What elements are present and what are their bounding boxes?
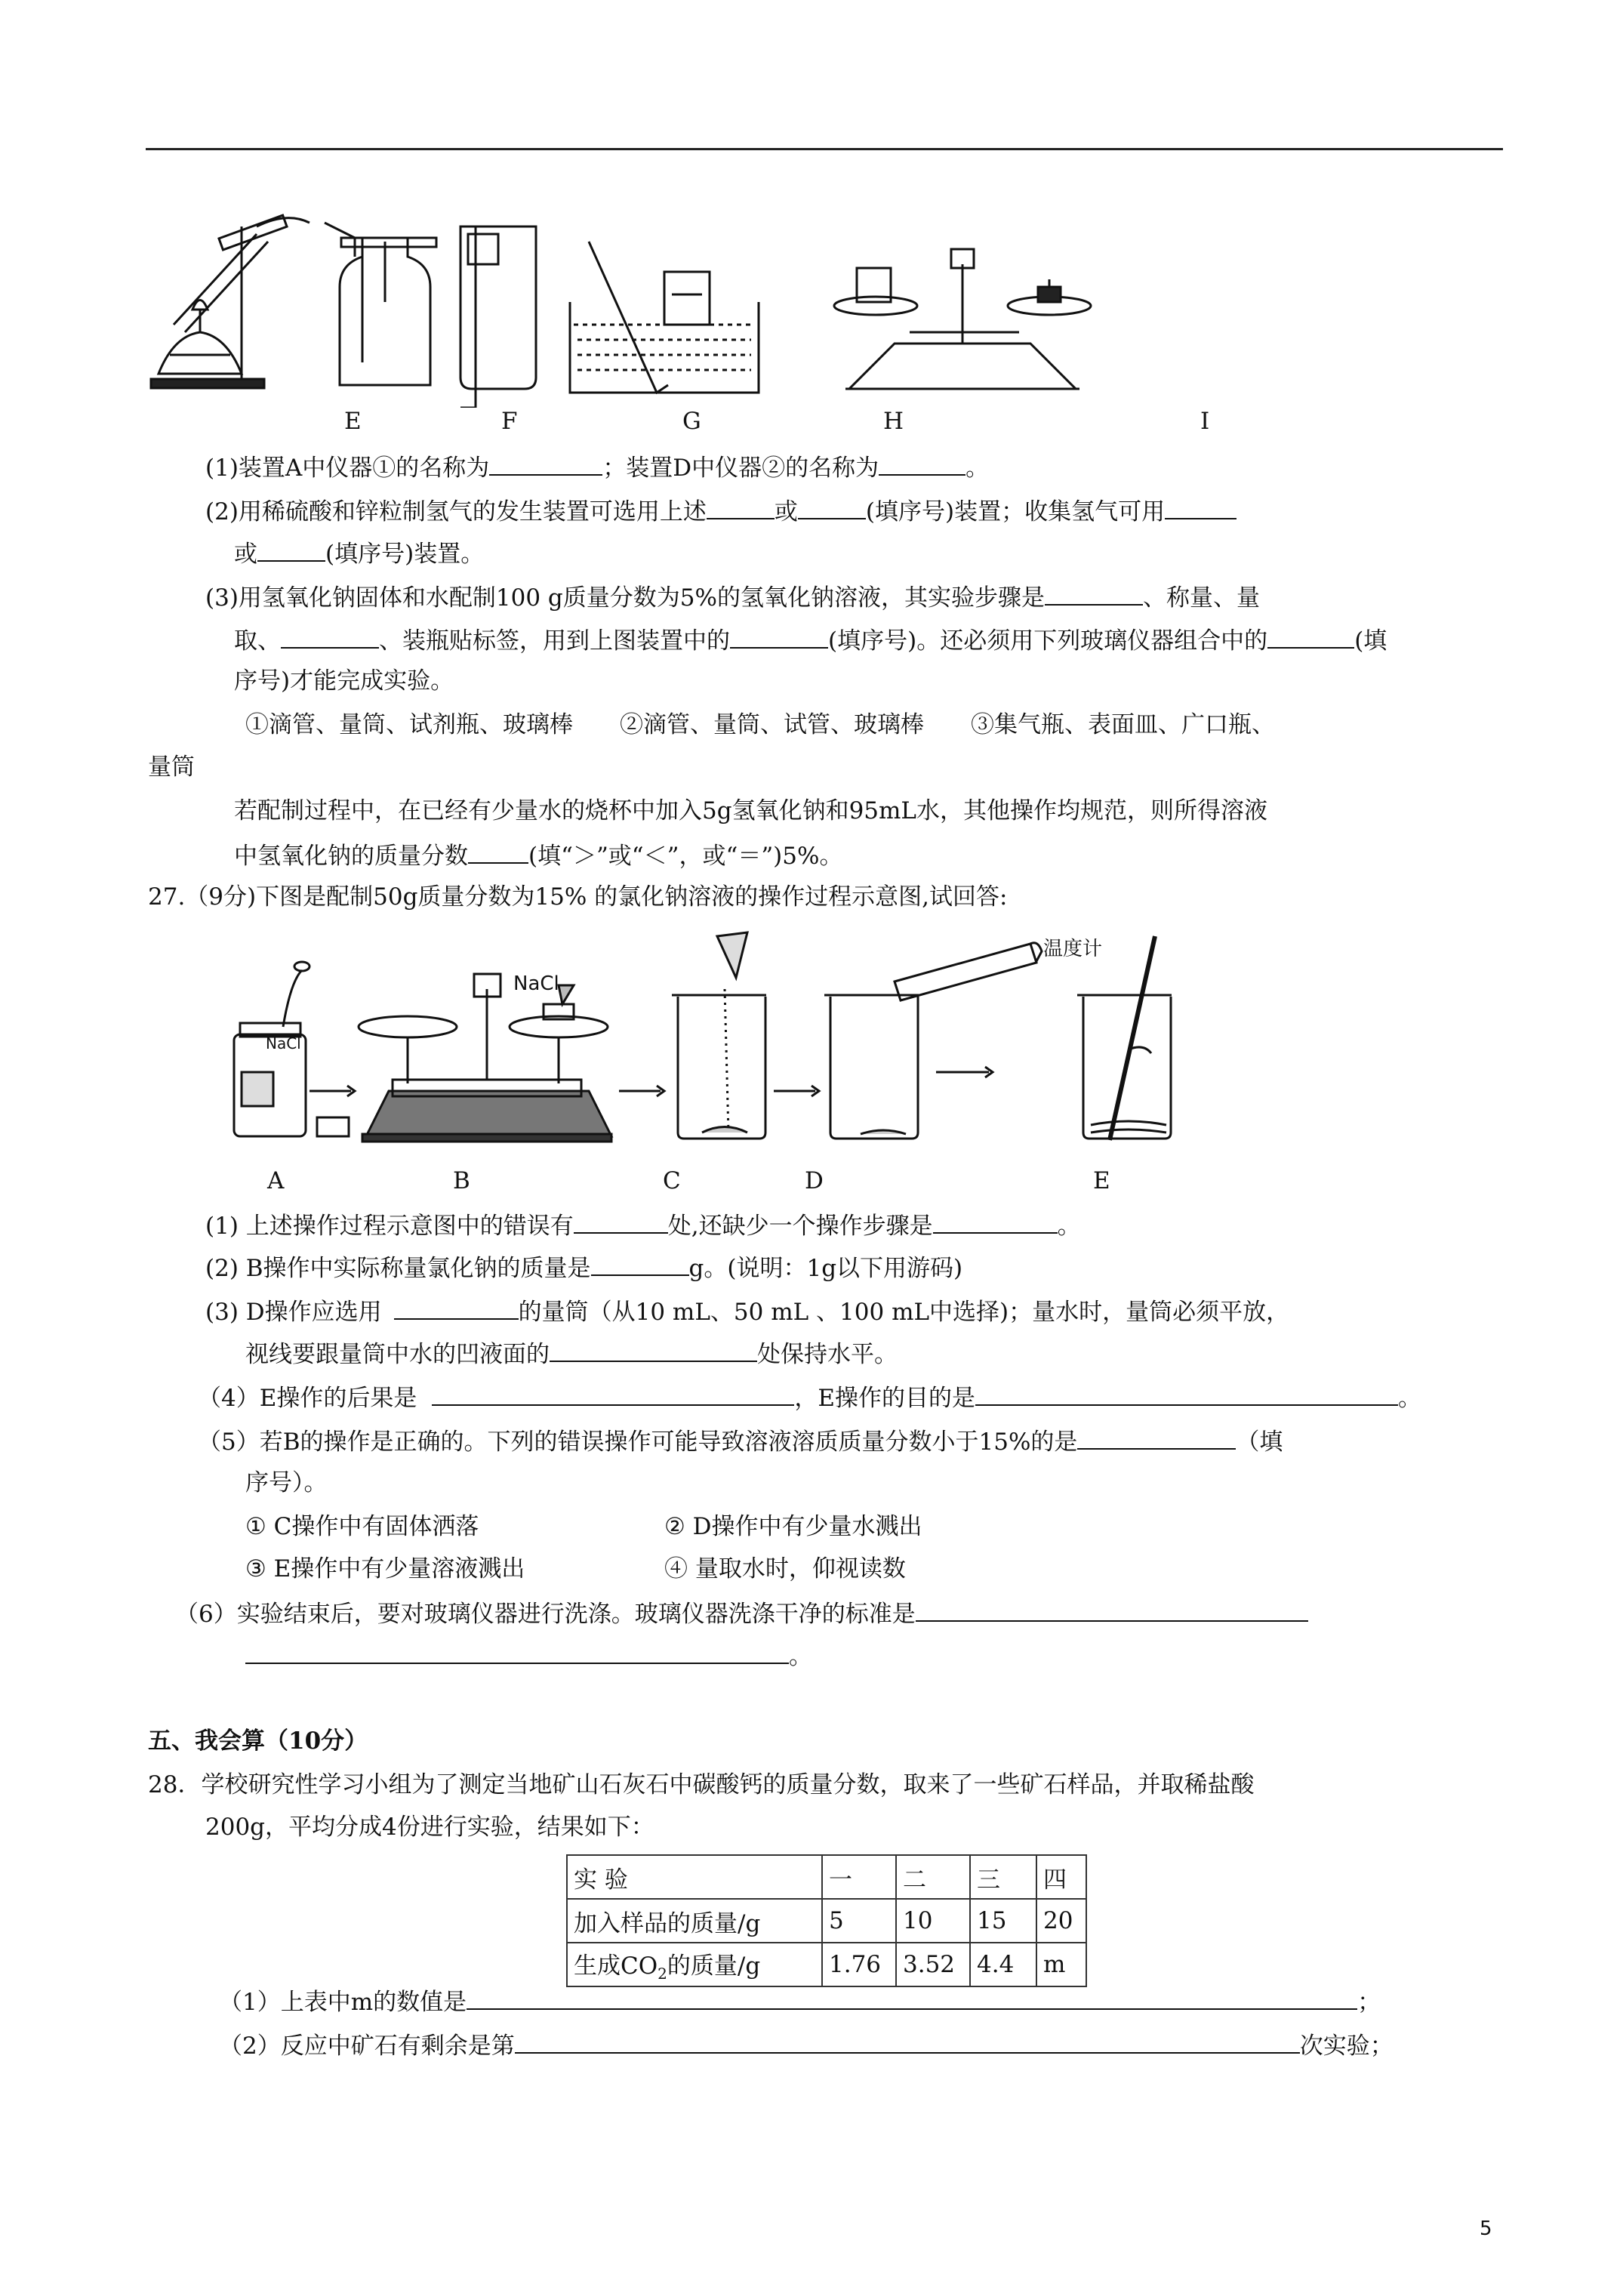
text: (填序号)。还必须用下列玻璃仪器组合中的 <box>828 627 1268 655</box>
text: 。 <box>789 1643 812 1670</box>
table-cell: 5 <box>822 1899 896 1943</box>
q27-sub6-line1 <box>175 1598 1308 1629</box>
text: (2)用稀硫酸和锌粒制氢气的发生装置可选用上述 <box>205 498 707 525</box>
apparatus-h <box>570 242 759 393</box>
answer-blank[interactable] <box>467 1986 1357 2010</box>
text: ；装置D中仪器②的名称为 <box>602 455 879 482</box>
q26-part2-line2 <box>234 538 484 569</box>
apparatus-f <box>325 223 436 385</box>
text: 取、 <box>234 627 281 655</box>
header-rule <box>146 148 1503 150</box>
q28-answer-2 <box>219 2029 1394 2061</box>
table-cell: 3.52 <box>896 1943 970 1986</box>
text: 中氢氧化钠的质量分数 <box>234 843 468 870</box>
q27-sub4 <box>198 1382 1421 1413</box>
apparatus-i <box>834 249 1091 389</box>
answer-blank[interactable] <box>707 495 775 519</box>
text: (填 <box>1354 627 1387 655</box>
answer-blank[interactable] <box>245 1640 789 1664</box>
q26-part4-line1: 若配制过程中，在已经有少量水的烧杯中加入5g氢氧化钠和95mL水，其他操作均规范，则所得溶液 <box>234 797 1267 824</box>
q27-option-2: ② D操作中有少量水溅出 <box>664 1513 922 1540</box>
q27-sub5-line2: 序号）。 <box>245 1469 328 1496</box>
text: 或 <box>774 498 798 525</box>
answer-blank[interactable] <box>550 1338 757 1362</box>
section-5-heading: 五、我会算（10分） <box>148 1727 368 1755</box>
q26-part4-line2 <box>234 840 842 871</box>
apparatus-figure-e-to-i <box>143 211 1321 408</box>
subscript: 2 <box>658 1965 667 1983</box>
experiment-table <box>566 1854 1087 1987</box>
q27-option-1: ① C操作中有固体洒落 <box>245 1513 479 1540</box>
q27-option-3: ③ E操作中有少量溶液溅出 <box>245 1555 525 1583</box>
answer-blank[interactable] <box>574 1210 668 1234</box>
q27-sub2 <box>205 1252 962 1284</box>
q28-line1: 28．学校研究性学习小组为了测定当地矿山石灰石中碳酸钙的质量分数，取来了一些矿石样品，并取稀盐酸 <box>148 1771 1255 1798</box>
text: 。 <box>965 455 990 482</box>
q26-part3-line1 <box>205 581 1260 613</box>
step-e-beaker-thermometer <box>1077 936 1172 1140</box>
text: g。(说明：1g以下用游码) <box>688 1255 963 1282</box>
text: (1)装置A中仪器①的名称为 <box>205 455 490 482</box>
table-cell: m <box>1036 1943 1086 1986</box>
table-cell: 二 <box>896 1855 970 1899</box>
fig1-label-i: I <box>1200 408 1210 435</box>
text: 或 <box>234 541 257 568</box>
q26-part3-line2 <box>234 624 1387 656</box>
answer-blank[interactable] <box>1077 1425 1236 1450</box>
q26-part3-line3: 序号)才能完成实验。 <box>234 667 454 695</box>
table-cell: 三 <box>970 1855 1036 1899</box>
step-c-beaker <box>672 932 766 1139</box>
text: (1) 上述操作过程示意图中的错误有 <box>205 1213 574 1240</box>
table-cell: 加入样品的质量/g <box>567 1899 822 1943</box>
fig1-label-f: F <box>501 408 518 435</box>
q27-title: 27.（9分)下图是配制50g质量分数为15% 的氯化钠溶液的操作过程示意图,试回答: <box>148 883 1008 911</box>
q26-options-line1: ①滴管、量筒、试剂瓶、玻璃棒 ②滴管、量筒、试管、玻璃棒 ③集气瓶、表面皿、广口瓶、 <box>245 711 1275 738</box>
text: （6）实验结束后，要对玻璃仪器进行洗涤。玻璃仪器洗涤干净的标准是 <box>175 1601 916 1628</box>
answer-blank[interactable] <box>1045 581 1143 606</box>
fig1-label-e: E <box>344 408 362 435</box>
answer-blank[interactable] <box>730 624 828 649</box>
text: (3) D操作应选用 <box>205 1299 382 1326</box>
text: 视线要跟量筒中水的凹液面的 <box>245 1341 550 1368</box>
apparatus-g <box>460 227 536 408</box>
text: 、称量、量 <box>1142 584 1260 612</box>
q26-options-line2: 量筒 <box>148 754 195 781</box>
fig2-label-d: D <box>805 1167 824 1194</box>
text: ，E操作的目的是 <box>794 1385 975 1412</box>
text: （2）反应中矿石有剩余是第 <box>219 2032 515 2060</box>
q26-part2-line1 <box>205 495 1236 527</box>
text: （5）若B的操作是正确的。下列的错误操作可能导致溶液溶质质量分数小于15%的是 <box>198 1428 1078 1456</box>
text: (2) B操作中实际称量氯化钠的质量是 <box>205 1255 591 1282</box>
answer-blank[interactable] <box>468 840 528 864</box>
answer-blank[interactable] <box>281 624 379 649</box>
text: (填序号)装置；收集氢气可用 <box>865 498 1166 525</box>
text: (填“＞”或“＜”，或“＝”)5%。 <box>528 843 843 870</box>
answer-blank[interactable] <box>489 451 602 476</box>
answer-blank[interactable] <box>257 538 325 562</box>
q28-line2: 200g，平均分成4份进行实验，结果如下： <box>205 1814 654 1841</box>
page-number: 5 <box>1480 2217 1492 2240</box>
q27-sub3-line2 <box>245 1338 898 1370</box>
table-cell: 一 <box>822 1855 896 1899</box>
answer-blank[interactable] <box>798 495 866 519</box>
table-row <box>567 1943 1086 1986</box>
q27-sub5-line1 <box>198 1425 1283 1457</box>
step-b-balance <box>359 974 611 1142</box>
jar-nacl-label: NaCl <box>266 1034 301 1052</box>
step-d-beaker-cylinder <box>824 943 1042 1139</box>
answer-blank[interactable] <box>591 1252 689 1276</box>
fig2-label-a: A <box>267 1167 285 1194</box>
fig1-label-h: H <box>883 408 904 435</box>
table-cell: 15 <box>970 1899 1036 1943</box>
q27-sub3-line1 <box>205 1296 1289 1327</box>
text: 次实验； <box>1299 2032 1394 2060</box>
text: 。 <box>1398 1385 1421 1412</box>
q28-answer-1 <box>219 1986 1381 2017</box>
fig1-label-g: G <box>682 408 701 435</box>
fig2-label-c: C <box>663 1167 681 1194</box>
apparatus-e <box>151 215 310 388</box>
text: 的质量/g <box>667 1952 761 1980</box>
fig2-label-b: B <box>453 1167 470 1194</box>
text: （填 <box>1236 1428 1283 1456</box>
text: 生成CO <box>574 1952 658 1980</box>
table-cell: 1.76 <box>822 1943 896 1986</box>
text: 、装瓶贴标签，用到上图装置中的 <box>379 627 730 655</box>
q27-sub6-line2 <box>245 1640 812 1672</box>
text: 的量筒（从10 mL、50 mL 、100 mL中选择)；量水时，量筒必须平放， <box>518 1299 1290 1326</box>
table-cell: 20 <box>1036 1899 1086 1943</box>
answer-blank[interactable] <box>394 1296 519 1320</box>
answer-blank[interactable] <box>1267 624 1354 649</box>
answer-blank[interactable] <box>879 451 965 476</box>
q27-sub1 <box>205 1210 1081 1241</box>
nacl-procedure-figure <box>226 929 1298 1163</box>
text: （4）E操作的后果是 <box>198 1385 417 1412</box>
table-cell <box>567 1943 822 1986</box>
balance-nacl-label: NaCl <box>513 972 559 995</box>
thermometer-label: 温度计 <box>1043 938 1103 960</box>
text: 处,还缺少一个操作步骤是 <box>667 1213 933 1240</box>
answer-blank[interactable] <box>933 1210 1058 1234</box>
q26-part1 <box>205 451 989 483</box>
answer-blank[interactable] <box>975 1382 1398 1406</box>
table-row <box>567 1899 1086 1943</box>
table-cell: 10 <box>896 1899 970 1943</box>
fig2-label-e: E <box>1093 1167 1110 1194</box>
answer-blank[interactable] <box>515 2029 1300 2054</box>
text: ； <box>1357 1989 1381 2016</box>
table-row <box>567 1855 1086 1899</box>
answer-blank[interactable] <box>1165 495 1236 519</box>
text: (3)用氢氧化钠固体和水配制100 g质量分数为5%的氢氧化钠溶液，其实验步骤是 <box>205 584 1045 612</box>
table-cell: 4.4 <box>970 1943 1036 1986</box>
text: 处保持水平。 <box>757 1341 898 1368</box>
answer-blank[interactable] <box>916 1598 1308 1622</box>
text: （1）上表中m的数值是 <box>219 1989 467 2016</box>
q27-option-4: ④ 量取水时，仰视读数 <box>664 1555 906 1583</box>
text: 。 <box>1057 1213 1081 1240</box>
answer-blank[interactable] <box>432 1382 794 1406</box>
table-cell: 四 <box>1036 1855 1086 1899</box>
text: (填序号)装置。 <box>325 541 485 568</box>
table-cell: 实 验 <box>567 1855 822 1899</box>
